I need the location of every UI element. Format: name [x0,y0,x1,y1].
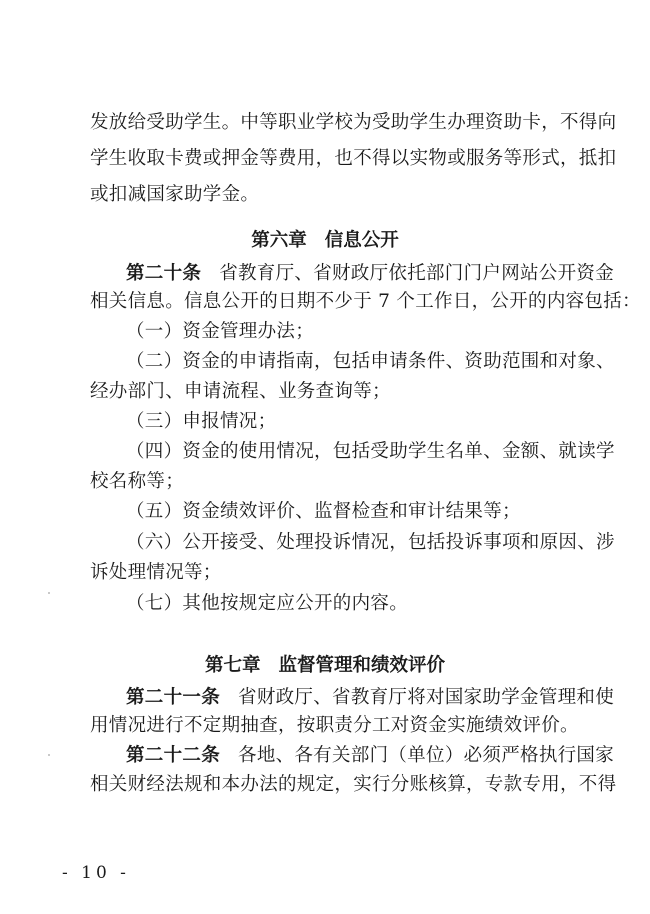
item-2-line-1: （二）资金的申请指南，包括申请条件、资助范围和对象、 [126,351,615,372]
article-21-label: 第二十一条 [126,687,221,708]
item-6-line-2: 诉处理情况等； [90,562,222,583]
item-1: （一）资金管理办法； [126,321,315,342]
chapter-6-heading [0,229,650,253]
item-4-line-1: （四）资金的使用情况，包括受助学生名单、金额、就读学 [126,441,615,462]
article-22-label: 第二十二条 [126,745,221,766]
article-20-text-1: 省教育厅、省财政厅依托部门门户网站公开资金 [219,263,615,284]
article-20-line-2: 相关信息。信息公开的日期不少于 7 个工作日，公开的内容包括： [90,291,641,312]
paragraph-line-1: 发放给受助学生。中等职业学校为受助学生办理资助卡，不得向 [90,112,617,133]
article-20-line-1 [126,262,614,286]
page-number: - 10 - [62,863,130,883]
paragraph-line-3: 或扣减国家助学金。 [90,184,260,205]
article-22-line-1 [126,744,614,768]
item-5: （五）资金绩效评价、监督检查和审计结果等； [126,501,521,522]
article-21-text-1: 省财政厅、省教育厅将对国家助学金管理和使 [238,687,615,708]
chapter-7-title: 监督管理和绩效评价 [278,655,446,676]
chapter-7-heading [0,654,650,678]
item-3: （三）申报情况； [126,411,277,432]
item-4-line-2: 校名称等； [90,471,185,492]
chapter-7-number: 第七章 [204,655,261,676]
article-20-label: 第二十条 [126,263,202,284]
paragraph-line-2: 学生收取卡费或押金等费用，也不得以实物或服务等形式，抵扣 [90,148,617,169]
item-2-line-2: 经办部门、申请流程、业务查询等； [90,381,391,402]
item-6-line-1: （六）公开接受、处理投诉情况，包括投诉事项和原因、涉 [126,532,615,553]
article-21-line-1 [126,686,614,710]
item-7: （七）其他按规定应公开的内容。 [126,593,409,614]
article-22-text-1: 各地、各有关部门（单位）必须严格执行国家 [238,745,615,766]
scan-speck [48,592,50,594]
article-21-line-2: 用情况进行不定期抽查，按职责分工对资金实施绩效评价。 [90,715,579,736]
article-22-line-2: 相关财经法规和本办法的规定，实行分账核算，专款专用，不得 [90,774,617,795]
chapter-6-title: 信息公开 [324,230,399,251]
chapter-6-number: 第六章 [251,230,307,251]
scan-speck [48,754,50,756]
